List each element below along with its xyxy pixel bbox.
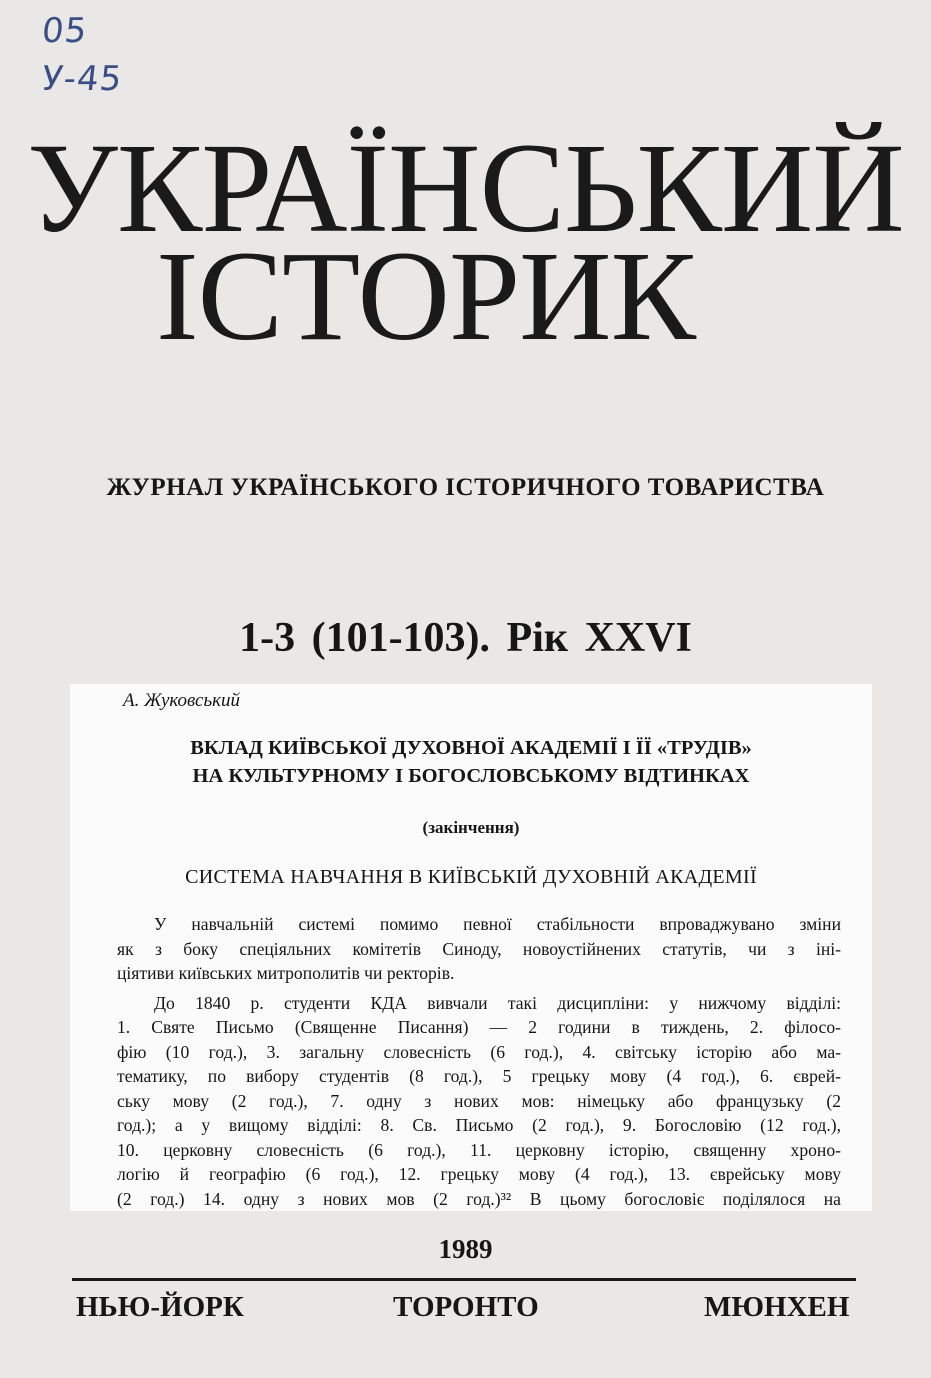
text-line: логію й географію (6 год.), 12. грецьку мову (4 год.), 13. єврейську мову [117, 1164, 841, 1184]
text-line: 1. Святе Письмо (Священне Писання) — 2 години в тиждень, 2. філосо- [117, 1017, 841, 1037]
text-line: як з боку спеціяльних комітетів Синоду, новоустійнених статутів, чи з іні- [117, 938, 841, 959]
shelfmark-line-1: 05 [39, 11, 90, 51]
text-line: ціятиви київських митрополитів чи ректорів. [117, 963, 455, 983]
footer-divider [72, 1278, 856, 1281]
article-continuation: (закінчення) [422, 818, 520, 837]
article-title [70, 734, 872, 790]
text-line: ську мову (2 год.), 7. одну з нових мов: німецьку або французьку (2 [117, 1090, 841, 1111]
text-line: тематику, по вибору студентів (8 год.), 5 грецьку мову (4 год.), 6. єврей- [117, 1066, 841, 1086]
city-munich: МЮНХЕН [704, 1291, 850, 1323]
journal-title-line-1: УКРАЇНСЬКИЙ [27, 117, 904, 259]
journal-subtitle: ЖУРНАЛ УКРАЇНСЬКОГО ІСТОРИЧНОГО ТОВАРИСТВА [106, 474, 825, 501]
publication-year: 1989 [438, 1234, 493, 1264]
section-heading: СИСТЕМА НАВЧАННЯ В КИЇВСЬКІЙ ДУХОВНІЙ АКАДЕМІЇ [185, 866, 757, 888]
article-title-line-2: НА КУЛЬТУРНОМУ І БОГОСЛОВСЬКОМУ ВІДТИНКАХ [192, 765, 750, 787]
handwritten-shelfmark [39, 8, 125, 102]
text-line: До 1840 р. студенти КДА вивчали такі дисципліни: у нижчому відділі: [154, 992, 841, 1013]
city-toronto: ТОРОНТО [393, 1291, 539, 1323]
article-author: А. Жуковський [123, 690, 241, 711]
paragraph-2 [117, 991, 841, 1212]
article-body [117, 912, 841, 1211]
article-excerpt [70, 684, 872, 1211]
paragraph-1 [117, 912, 841, 986]
city-new-york: НЬЮ-ЙОРК [76, 1291, 244, 1323]
journal-title-line-2: ІСТОРИК [156, 225, 695, 367]
text-line: фію (10 год.), 3. загальну словесність (6 год.), 4. світську історію або ма- [117, 1041, 841, 1062]
text-line: У навчальній системі помимо певної стабільности впроваджувано зміни [154, 914, 841, 934]
article-title-line-1: ВКЛАД КИЇВСЬКОЇ ДУХОВНОЇ АКАДЕМІЇ І ЇЇ «ТРУДІВ» [190, 737, 752, 759]
text-line: год.); а у вищому відділі: 8. Св. Письмо (2 год.), 9. Богословію (12 год.), [117, 1115, 841, 1135]
text-line: 10. церковну словесність (6 год.), 11. церковну історію, священну хроно- [117, 1139, 841, 1160]
shelfmark-line-2: У-45 [39, 59, 125, 99]
issue-number: 1-3 (101-103). Рік XXVI [239, 615, 692, 661]
text-line: (2 год.) 14. одну з нових мов (2 год.)³² В цьому богословіє поділялося на [117, 1188, 841, 1209]
